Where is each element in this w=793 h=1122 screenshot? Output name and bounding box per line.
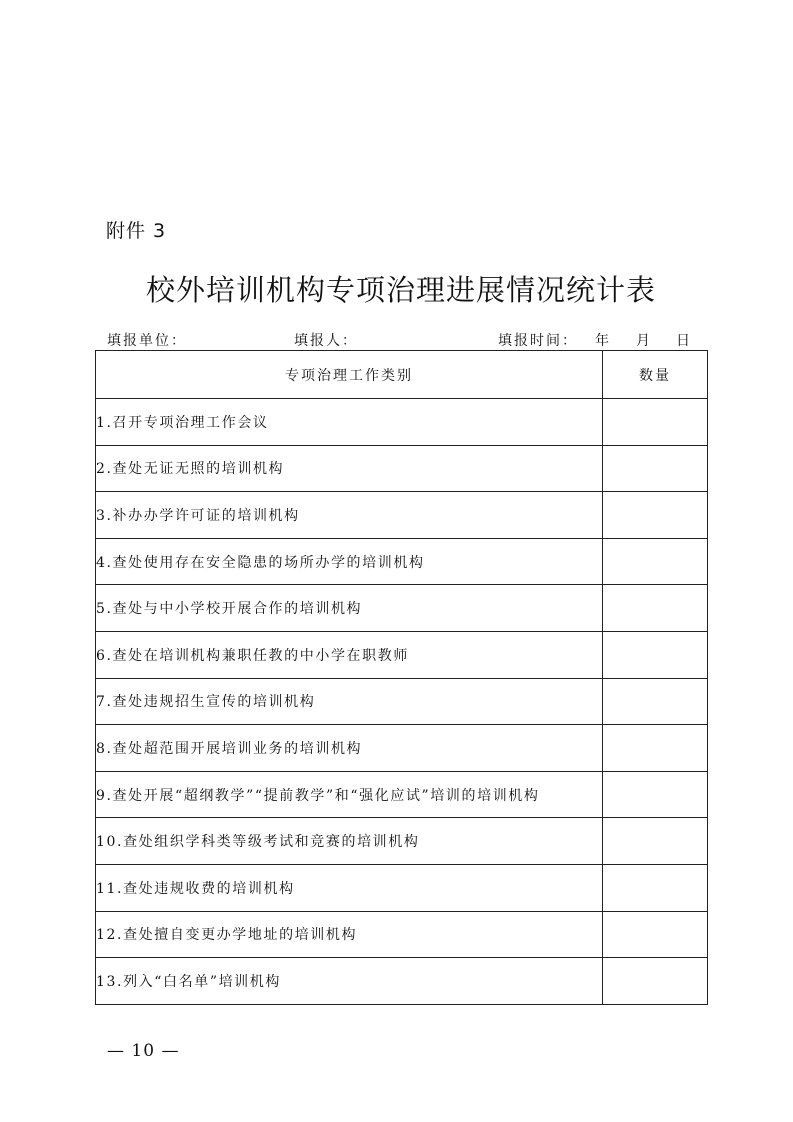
row-quantity-cell[interactable] <box>603 538 708 585</box>
table-header-row <box>96 351 708 399</box>
row-category: 9.查处开展“超纲教学”“提前教学”和“强化应试”培训的培训机构 <box>96 771 603 818</box>
row-category: 5.查处与中小学校开展合作的培训机构 <box>96 585 603 632</box>
row-quantity-cell[interactable] <box>603 445 708 492</box>
table-row <box>96 771 708 818</box>
table-row <box>96 399 708 446</box>
row-quantity-cell[interactable] <box>603 725 708 772</box>
fill-day-label: 日 <box>676 333 692 349</box>
row-category: 3.补办办学许可证的培训机构 <box>96 492 603 539</box>
row-category: 6.查处在培训机构兼职任教的中小学在职教师 <box>96 631 603 678</box>
header-quantity: 数量 <box>603 351 708 399</box>
row-quantity-cell[interactable] <box>603 631 708 678</box>
row-category: 10.查处组织学科类等级考试和竞赛的培训机构 <box>96 818 603 865</box>
fill-unit-label: 填报单位： <box>107 333 187 349</box>
table-row <box>96 445 708 492</box>
row-quantity-cell[interactable] <box>603 958 708 1005</box>
row-quantity-cell[interactable] <box>603 818 708 865</box>
table-row <box>96 631 708 678</box>
table-row <box>96 585 708 632</box>
fill-month-label: 月 <box>636 333 652 349</box>
table-row <box>96 538 708 585</box>
row-category: 4.查处使用存在安全隐患的场所办学的培训机构 <box>96 538 603 585</box>
row-quantity-cell[interactable] <box>603 911 708 958</box>
document-title: 校外培训机构专项治理进展情况统计表 <box>145 273 656 307</box>
table-row <box>96 725 708 772</box>
row-category: 7.查处违规招生宣传的培训机构 <box>96 678 603 725</box>
table-row <box>96 818 708 865</box>
attachment-label: 附件 3 <box>106 220 167 242</box>
header-category: 专项治理工作类别 <box>96 351 603 399</box>
fill-time-label: 填报时间： <box>498 333 578 349</box>
row-quantity-cell[interactable] <box>603 492 708 539</box>
row-category: 12.查处擅自变更办学地址的培训机构 <box>96 911 603 958</box>
table-row <box>96 911 708 958</box>
row-quantity-cell[interactable] <box>603 771 708 818</box>
fill-person-label: 填报人： <box>294 333 358 349</box>
row-quantity-cell[interactable] <box>603 585 708 632</box>
row-category: 8.查处超范围开展培训业务的培训机构 <box>96 725 603 772</box>
page-number: — 10 — <box>107 1041 180 1061</box>
table-row <box>96 864 708 911</box>
row-category: 1.召开专项治理工作会议 <box>96 399 603 446</box>
row-quantity-cell[interactable] <box>603 399 708 446</box>
table-row <box>96 678 708 725</box>
row-category: 11.查处违规收费的培训机构 <box>96 864 603 911</box>
row-category: 13.列入“白名单”培训机构 <box>96 958 603 1005</box>
fill-year-label: 年 <box>595 333 611 349</box>
table-row <box>96 958 708 1005</box>
row-category: 2.查处无证无照的培训机构 <box>96 445 603 492</box>
row-quantity-cell[interactable] <box>603 864 708 911</box>
table-row <box>96 492 708 539</box>
row-quantity-cell[interactable] <box>603 678 708 725</box>
statistics-table <box>95 350 708 1005</box>
